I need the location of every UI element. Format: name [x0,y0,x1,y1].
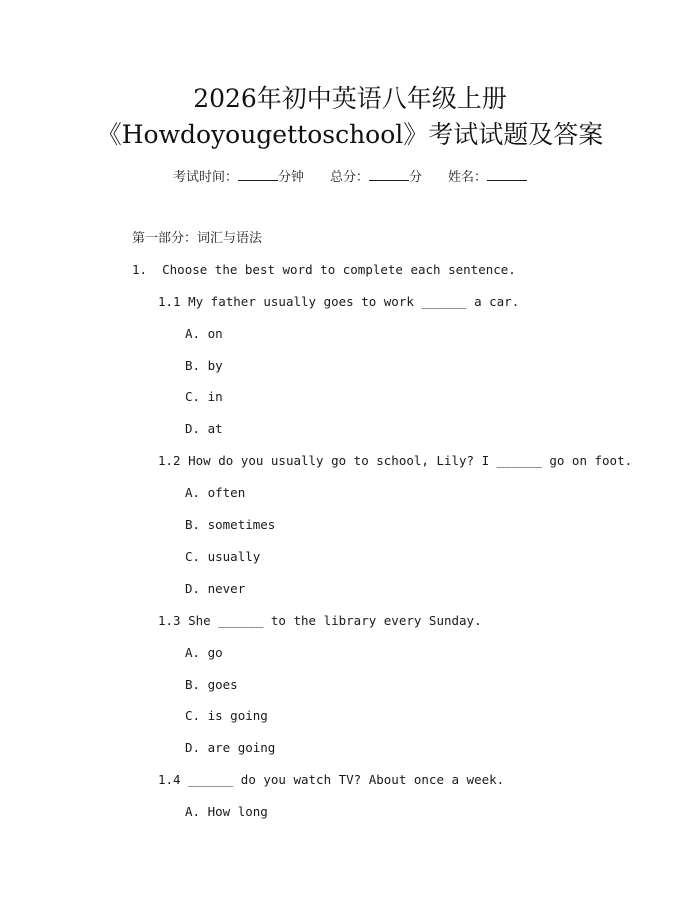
option-text: at [207,421,223,436]
sub-question-number: 1.4 [158,772,181,787]
option-1-1-d [185,420,223,438]
option-text: is going [207,708,268,723]
option-letter: C. [185,549,201,564]
exam-info [0,168,700,187]
option-text: in [207,389,223,404]
option-letter: D. [185,581,201,596]
name-label: 姓名： [448,170,488,185]
option-1-3-b [185,676,238,694]
option-letter: A. [185,645,201,660]
sub-question-1-1 [158,293,519,311]
score-blank [369,168,409,181]
option-text: usually [207,549,261,564]
option-text: are going [207,740,276,755]
option-text: How long [207,804,268,819]
sub-question-text: How do you usually go to school, Lily? I ______ go on foot. [188,453,633,468]
sub-question-1-3 [158,612,482,630]
option-1-3-a [185,644,223,662]
option-1-2-b [185,516,275,534]
option-1-2-a [185,484,245,502]
section-title: 第一部分：词汇与语法 [132,231,263,246]
option-text: go [207,645,223,660]
option-letter: A. [185,485,201,500]
option-letter: C. [185,708,201,723]
option-text: on [207,326,223,341]
sub-question-number: 1.1 [158,294,181,309]
option-1-3-c [185,707,268,725]
option-1-2-d [185,580,245,598]
sub-question-1-2 [158,452,632,470]
option-letter: B. [185,677,201,692]
option-text: never [207,581,246,596]
option-1-1-a [185,325,223,343]
option-letter: B. [185,358,201,373]
sub-question-number: 1.3 [158,613,181,628]
question-number: 1. [132,262,148,277]
sub-question-1-4 [158,771,504,789]
option-letter: C. [185,389,201,404]
sub-question-number: 1.2 [158,453,181,468]
score-unit: 分 [409,170,423,185]
option-1-3-d [185,739,275,757]
option-text: often [207,485,246,500]
option-letter: B. [185,517,201,532]
option-1-1-b [185,357,223,375]
time-unit: 分钟 [277,170,304,185]
option-text: by [207,358,223,373]
option-1-2-c [185,548,260,566]
option-text: goes [207,677,238,692]
document-title-line-2: 《Howdoyougettoschool》考试试题及答案 [96,120,604,149]
sub-question-text: She ______ to the library every Sunday. [188,613,482,628]
sub-question-text: My father usually goes to work ______ a car. [188,294,520,309]
sub-question-text: ______ do you watch TV? About once a week. [188,772,505,787]
option-letter: D. [185,740,201,755]
question-1 [132,261,516,279]
option-letter: A. [185,804,201,819]
time-label: 考试时间： [172,170,238,185]
question-text: Choose the best word to complete each sentence. [162,262,516,277]
time-blank [238,168,278,181]
option-text: sometimes [207,517,276,532]
score-label: 总分： [329,170,369,185]
name-blank [487,168,527,181]
option-1-1-c [185,388,223,406]
option-letter: D. [185,421,201,436]
document-title-line-1: 2026年初中英语八年级上册 [193,84,507,113]
option-letter: A. [185,326,201,341]
option-1-4-a [185,803,268,821]
